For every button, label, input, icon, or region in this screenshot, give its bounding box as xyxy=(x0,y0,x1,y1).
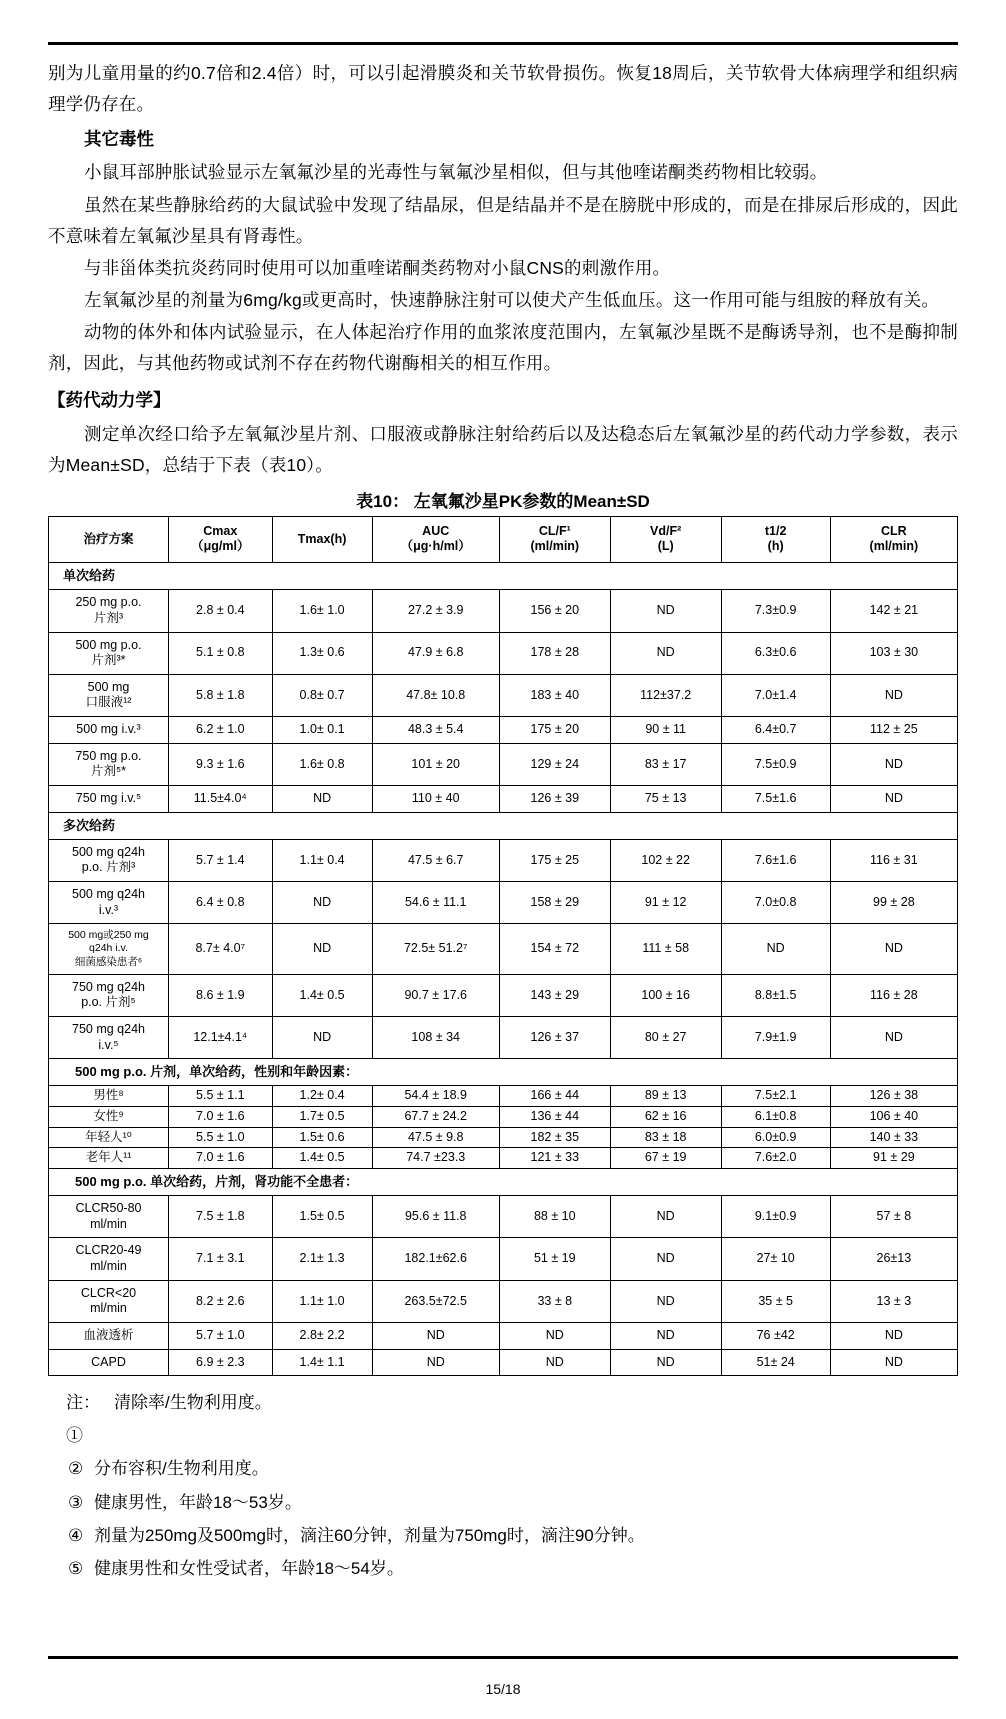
table-cell: 54.6 ± 11.1 xyxy=(372,882,499,924)
table-cell: 154 ± 72 xyxy=(499,924,610,974)
table-row-label: 500 mg q24h i.v.³ xyxy=(49,882,169,924)
table-header-row xyxy=(49,516,958,562)
table-cell: 88 ± 10 xyxy=(499,1196,610,1238)
table-section-row xyxy=(49,812,958,839)
table-cell: 13 ± 3 xyxy=(830,1280,957,1322)
table-cell: ND xyxy=(610,1280,721,1322)
note-marker: ⑤ xyxy=(68,1558,84,1578)
table-cell: 5.5 ± 1.1 xyxy=(168,1086,272,1107)
table-cell: 7.5±0.9 xyxy=(721,743,830,785)
table-cell: 5.7 ± 1.4 xyxy=(168,839,272,881)
table-cell: ND xyxy=(272,785,372,812)
table-cell: 2.1± 1.3 xyxy=(272,1238,372,1280)
table-cell: ND xyxy=(610,632,721,674)
table-cell: 95.6 ± 11.8 xyxy=(372,1196,499,1238)
table-row-label: CLCR20-49 ml/min xyxy=(49,1238,169,1280)
table-cell: 5.7 ± 1.0 xyxy=(168,1322,272,1349)
table-cell: ND xyxy=(610,1349,721,1376)
table-cell: ND xyxy=(610,1196,721,1238)
table-cell: 7.0±0.8 xyxy=(721,882,830,924)
table-cell: 111 ± 58 xyxy=(610,924,721,974)
table-cell: 35 ± 5 xyxy=(721,1280,830,1322)
table-row-label: 250 mg p.o. 片剂³ xyxy=(49,590,169,632)
note-marker: ② xyxy=(68,1459,84,1479)
table-cell: 175 ± 20 xyxy=(499,717,610,744)
table-row xyxy=(49,743,958,785)
table-row xyxy=(49,632,958,674)
table-cell: 2.8± 2.2 xyxy=(272,1322,372,1349)
table-cell: 57 ± 8 xyxy=(830,1196,957,1238)
table-column-header: Cmax （μg/ml） xyxy=(168,516,272,562)
table-cell: ND xyxy=(610,1238,721,1280)
note-text: 清除率/生物利用度。 xyxy=(114,1393,272,1413)
table-row-label: 500 mg i.v.³ xyxy=(49,717,169,744)
table-row-label: CLCR<20 ml/min xyxy=(49,1280,169,1322)
table-cell: 74.7 ±23.3 xyxy=(372,1148,499,1169)
table-cell: 116 ± 31 xyxy=(830,839,957,881)
table-row xyxy=(49,674,958,716)
table-cell: ND xyxy=(610,590,721,632)
table-body xyxy=(49,563,958,1376)
table-column-header: t1/2 (h) xyxy=(721,516,830,562)
table-cell: 1.5± 0.5 xyxy=(272,1196,372,1238)
table-cell: 182.1±62.6 xyxy=(372,1238,499,1280)
table-row xyxy=(49,1349,958,1376)
table-row xyxy=(49,839,958,881)
footer-rule xyxy=(48,1656,958,1659)
heading-other-toxicity: 其它毒性 xyxy=(84,129,154,150)
table-cell: 2.8 ± 0.4 xyxy=(168,590,272,632)
table-row-label: CLCR50-80 ml/min xyxy=(49,1196,169,1238)
table-cell: 83 ± 17 xyxy=(610,743,721,785)
note-item xyxy=(48,1452,958,1485)
table-row-label: 750 mg i.v.⁵ xyxy=(49,785,169,812)
table-cell: ND xyxy=(272,882,372,924)
table-cell: 91 ± 29 xyxy=(830,1148,957,1169)
table-cell: 7.6±2.0 xyxy=(721,1148,830,1169)
paragraph-3: 虽然在某些静脉给药的大鼠试验中发现了结晶尿，但是结晶并不是在膀胱中形成的，而是在排尿后形成的，因此不意味着左氧氟沙星具有肾毒性。 xyxy=(48,194,958,246)
table-cell: 90 ± 11 xyxy=(610,717,721,744)
table-cell: 1.2± 0.4 xyxy=(272,1086,372,1107)
table-cell: 6.9 ± 2.3 xyxy=(168,1349,272,1376)
paragraph-2: 小鼠耳部肿胀试验显示左氧氟沙星的光毒性与氧氟沙星相似，但与其他喹诺酮类药物相比较弱。 xyxy=(84,162,828,183)
paragraph-7: 测定单次经口给予左氧氟沙星片剂、口服液或静脉注射给药后以及达稳态后左氧氟沙星的药代动力学参数，表示为Mean±SD，总结于下表（表10）。 xyxy=(48,423,958,475)
table-cell: ND xyxy=(499,1349,610,1376)
table-cell: 7.3±0.9 xyxy=(721,590,830,632)
table-cell: 0.8± 0.7 xyxy=(272,674,372,716)
table-column-header: CL/F¹ (ml/min) xyxy=(499,516,610,562)
table-section-label: 多次给药 xyxy=(49,812,958,839)
table-row-label: 500 mg或250 mg q24h i.v. 细菌感染患者⁶ xyxy=(49,924,169,974)
table-cell: 7.0 ± 1.6 xyxy=(168,1107,272,1128)
table-cell: 27.2 ± 3.9 xyxy=(372,590,499,632)
table-row xyxy=(49,1322,958,1349)
note-item xyxy=(48,1552,958,1585)
table-cell: ND xyxy=(830,743,957,785)
table-row xyxy=(49,590,958,632)
table-cell: 158 ± 29 xyxy=(499,882,610,924)
table-cell: 5.1 ± 0.8 xyxy=(168,632,272,674)
table-cell: 62 ± 16 xyxy=(610,1107,721,1128)
table-cell: 100 ± 16 xyxy=(610,974,721,1016)
table-row-label: 500 mg p.o. 片剂³* xyxy=(49,632,169,674)
table-cell: 106 ± 40 xyxy=(830,1107,957,1128)
table-cell: 110 ± 40 xyxy=(372,785,499,812)
table-cell: 1.4± 1.1 xyxy=(272,1349,372,1376)
table-column-header: Vd/F² (L) xyxy=(610,516,721,562)
table-cell: 9.1±0.9 xyxy=(721,1196,830,1238)
table-cell: 8.7± 4.0⁷ xyxy=(168,924,272,974)
table-cell: 48.3 ± 5.4 xyxy=(372,717,499,744)
table-cell: 51 ± 19 xyxy=(499,1238,610,1280)
note-item xyxy=(48,1386,958,1452)
page-number: 15/18 xyxy=(485,1681,521,1697)
table-cell: 129 ± 24 xyxy=(499,743,610,785)
table-cell: 1.1± 1.0 xyxy=(272,1280,372,1322)
table-cell: 108 ± 34 xyxy=(372,1016,499,1058)
table-cell: 1.6± 1.0 xyxy=(272,590,372,632)
table-cell: 47.9 ± 6.8 xyxy=(372,632,499,674)
table-cell: 8.6 ± 1.9 xyxy=(168,974,272,1016)
table-cell: 178 ± 28 xyxy=(499,632,610,674)
table-cell: 7.0±1.4 xyxy=(721,674,830,716)
table-cell: 26±13 xyxy=(830,1238,957,1280)
table-cell: 5.5 ± 1.0 xyxy=(168,1127,272,1148)
table-cell: 47.5 ± 6.7 xyxy=(372,839,499,881)
table-cell: 67.7 ± 24.2 xyxy=(372,1107,499,1128)
note-item xyxy=(48,1519,958,1552)
table-cell: ND xyxy=(830,924,957,974)
table-row-label: 年轻人¹⁰ xyxy=(49,1127,169,1148)
table-cell: 27± 10 xyxy=(721,1238,830,1280)
table-cell: 136 ± 44 xyxy=(499,1107,610,1128)
table-cell: 143 ± 29 xyxy=(499,974,610,1016)
table-cell: 7.0 ± 1.6 xyxy=(168,1148,272,1169)
table-section-row xyxy=(49,1059,958,1086)
table-row-label: 750 mg q24h p.o. 片剂⁵ xyxy=(49,974,169,1016)
table-cell: 99 ± 28 xyxy=(830,882,957,924)
table-cell: ND xyxy=(830,785,957,812)
table-cell: 101 ± 20 xyxy=(372,743,499,785)
table-cell: 90.7 ± 17.6 xyxy=(372,974,499,1016)
table-row xyxy=(49,882,958,924)
table-row xyxy=(49,717,958,744)
table-cell: 9.3 ± 1.6 xyxy=(168,743,272,785)
table-cell: 1.1± 0.4 xyxy=(272,839,372,881)
paragraph-4: 与非甾体类抗炎药同时使用可以加重喹诺酮类药物对小鼠CNS的刺激作用。 xyxy=(84,257,671,278)
table-cell: 11.5±4.0⁴ xyxy=(168,785,272,812)
table-cell: 6.3±0.6 xyxy=(721,632,830,674)
pk-parameters-table xyxy=(48,516,958,1376)
table-cell: 183 ± 40 xyxy=(499,674,610,716)
table-cell: 1.7± 0.5 xyxy=(272,1107,372,1128)
table-cell: 112±37.2 xyxy=(610,674,721,716)
table-cell: 103 ± 30 xyxy=(830,632,957,674)
note-text: 剂量为250mg及500mg时，滴注60分钟，剂量为750mg时，滴注90分钟。 xyxy=(94,1525,645,1545)
table-cell: 126 ± 39 xyxy=(499,785,610,812)
table-cell: 156 ± 20 xyxy=(499,590,610,632)
table-cell: 67 ± 19 xyxy=(610,1148,721,1169)
note-marker: ③ xyxy=(68,1492,84,1512)
table-row xyxy=(49,1127,958,1148)
note-text: 健康男性和女性受试者，年龄18～54岁。 xyxy=(94,1558,404,1578)
table-row xyxy=(49,924,958,974)
table-cell: 89 ± 13 xyxy=(610,1086,721,1107)
table-cell: ND xyxy=(830,1322,957,1349)
page-content xyxy=(48,58,958,1585)
table-row xyxy=(49,1280,958,1322)
table-cell: 116 ± 28 xyxy=(830,974,957,1016)
table-cell: ND xyxy=(830,1016,957,1058)
table-cell: 80 ± 27 xyxy=(610,1016,721,1058)
table-cell: ND xyxy=(830,674,957,716)
table-cell: 121 ± 33 xyxy=(499,1148,610,1169)
paragraph-1: 别为儿童用量的约0.7倍和2.4倍）时，可以引起滑膜炎和关节软骨损伤。恢复18周后，关节软骨大体病理学和组织病理学仍存在。 xyxy=(48,63,958,115)
note-text: 分布容积/生物利用度。 xyxy=(94,1459,269,1479)
table-cell: 7.5±1.6 xyxy=(721,785,830,812)
table-row xyxy=(49,1107,958,1128)
table-row xyxy=(49,1148,958,1169)
table-row-label: 750 mg p.o. 片剂⁵* xyxy=(49,743,169,785)
table-cell: 47.8± 10.8 xyxy=(372,674,499,716)
table-row-label: 750 mg q24h i.v.⁵ xyxy=(49,1016,169,1058)
table-cell: 7.9±1.9 xyxy=(721,1016,830,1058)
table-cell: 126 ± 37 xyxy=(499,1016,610,1058)
table-notes xyxy=(48,1386,958,1585)
table-title: 表10： 左氧氟沙星PK参数的Mean±SD xyxy=(356,491,650,511)
table-column-header: Tmax(h) xyxy=(272,516,372,562)
table-cell: ND xyxy=(610,1322,721,1349)
table-cell: 54.4 ± 18.9 xyxy=(372,1086,499,1107)
table-cell: ND xyxy=(721,924,830,974)
table-cell: 91 ± 12 xyxy=(610,882,721,924)
table-cell: 142 ± 21 xyxy=(830,590,957,632)
table-cell: 75 ± 13 xyxy=(610,785,721,812)
table-row xyxy=(49,1016,958,1058)
table-row xyxy=(49,1086,958,1107)
table-cell: ND xyxy=(272,1016,372,1058)
table-cell: 8.8±1.5 xyxy=(721,974,830,1016)
table-column-header: AUC （μg·h/ml） xyxy=(372,516,499,562)
table-cell: 175 ± 25 xyxy=(499,839,610,881)
table-row-label: CAPD xyxy=(49,1349,169,1376)
table-cell: 6.1±0.8 xyxy=(721,1107,830,1128)
note-text: 健康男性，年龄18～53岁。 xyxy=(94,1492,302,1512)
table-cell: 1.3± 0.6 xyxy=(272,632,372,674)
table-cell: 6.4 ± 0.8 xyxy=(168,882,272,924)
table-cell: 140 ± 33 xyxy=(830,1127,957,1148)
table-cell: 263.5±72.5 xyxy=(372,1280,499,1322)
table-cell: 47.5 ± 9.8 xyxy=(372,1127,499,1148)
heading-pharmacokinetics: 【药代动力学】 xyxy=(48,390,171,411)
table-cell: 102 ± 22 xyxy=(610,839,721,881)
table-head xyxy=(49,516,958,562)
table-cell: ND xyxy=(372,1322,499,1349)
table-row xyxy=(49,785,958,812)
note-marker: 注：① xyxy=(66,1393,100,1446)
table-cell: 6.0±0.9 xyxy=(721,1127,830,1148)
table-row xyxy=(49,974,958,1016)
paragraph-5: 左氧氟沙星的剂量为6mg/kg或更高时，快速静脉注射可以使犬产生低血压。这一作用可能与组胺的释放有关。 xyxy=(84,289,940,310)
table-cell: 83 ± 18 xyxy=(610,1127,721,1148)
table-cell: 7.1 ± 3.1 xyxy=(168,1238,272,1280)
table-cell: ND xyxy=(372,1349,499,1376)
table-cell: 7.5 ± 1.8 xyxy=(168,1196,272,1238)
table-cell: ND xyxy=(830,1349,957,1376)
table-cell: 182 ± 35 xyxy=(499,1127,610,1148)
table-section-label: 500 mg p.o. 片剂，单次给药，性别和年龄因素： xyxy=(49,1059,958,1086)
table-row-label: 500 mg 口服液¹² xyxy=(49,674,169,716)
table-row-label: 血液透析 xyxy=(49,1322,169,1349)
table-cell: 166 ± 44 xyxy=(499,1086,610,1107)
table-cell: 1.4± 0.5 xyxy=(272,974,372,1016)
note-item xyxy=(48,1486,958,1519)
table-column-header: 治疗方案 xyxy=(49,516,169,562)
table-section-row xyxy=(49,563,958,590)
table-cell: 112 ± 25 xyxy=(830,717,957,744)
table-cell: 33 ± 8 xyxy=(499,1280,610,1322)
table-section-label: 500 mg p.o. 单次给药，片剂，肾功能不全患者： xyxy=(49,1168,958,1195)
table-cell: ND xyxy=(499,1322,610,1349)
table-cell: 1.5± 0.6 xyxy=(272,1127,372,1148)
table-section-label: 单次给药 xyxy=(49,563,958,590)
table-cell: 7.5±2.1 xyxy=(721,1086,830,1107)
table-cell: 1.4± 0.5 xyxy=(272,1148,372,1169)
table-cell: 1.6± 0.8 xyxy=(272,743,372,785)
table-cell: 72.5± 51.2⁷ xyxy=(372,924,499,974)
table-cell: 76 ±42 xyxy=(721,1322,830,1349)
table-row-label: 老年人¹¹ xyxy=(49,1148,169,1169)
table-row xyxy=(49,1196,958,1238)
table-cell: 6.4±0.7 xyxy=(721,717,830,744)
table-cell: 7.6±1.6 xyxy=(721,839,830,881)
table-cell: 6.2 ± 1.0 xyxy=(168,717,272,744)
table-cell: 126 ± 38 xyxy=(830,1086,957,1107)
note-marker: ④ xyxy=(68,1525,84,1545)
paragraph-6: 动物的体外和体内试验显示，在人体起治疗作用的血浆浓度范围内，左氧氟沙星既不是酶诱导剂，也不是酶抑制剂，因此，与其他药物或试剂不存在药物代谢酶相关的相互作用。 xyxy=(48,322,958,374)
table-cell: 12.1±4.1⁴ xyxy=(168,1016,272,1058)
table-row-label: 男性⁸ xyxy=(49,1086,169,1107)
table-cell: 8.2 ± 2.6 xyxy=(168,1280,272,1322)
table-column-header: CLR (ml/min) xyxy=(830,516,957,562)
header-rule xyxy=(48,42,958,45)
table-row-label: 女性⁹ xyxy=(49,1107,169,1128)
table-cell: 5.8 ± 1.8 xyxy=(168,674,272,716)
table-cell: ND xyxy=(272,924,372,974)
table-row-label: 500 mg q24h p.o. 片剂³ xyxy=(49,839,169,881)
table-cell: 51± 24 xyxy=(721,1349,830,1376)
table-cell: 1.0± 0.1 xyxy=(272,717,372,744)
table-section-row xyxy=(49,1168,958,1195)
table-row xyxy=(49,1238,958,1280)
